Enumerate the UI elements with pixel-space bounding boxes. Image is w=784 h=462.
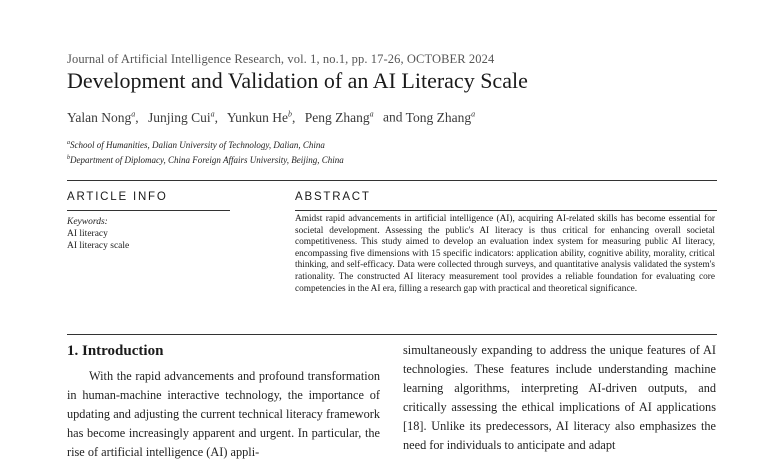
author-name: Peng Zhang$^a$ [304, 109, 374, 125]
body-column-left: With the rapid advancements and profound transformation in human-machine interactive technology, the importance of updating and adjusting the current technical literacy framework has become increasingly apparent and urgent. In particular, the rise of artificial intelligence (AI) appli- [67, 369, 380, 459]
abstract-heading: ABSTRACT [295, 191, 371, 203]
affiliation: $^b$Department of Diplomacy, China Foreign Affairs University, Beijing, China [67, 155, 344, 165]
author-name: Junjing Cui$^a$, [148, 109, 219, 125]
bottom-rule [67, 334, 717, 335]
keyword: AI literacy scale [67, 241, 130, 251]
author-name: Yunkun He$^b$, [226, 109, 296, 125]
article-info-heading: ARTICLE INFO [67, 191, 168, 203]
author-name: Yalan Nong$^a$, [67, 109, 139, 125]
abstract-text: Amidst rapid advancements in artificial intelligence (AI), acquiring AI-related skills has become essential for societal development. Assessing the public's AI literacy is thus critical for enhancing overall societal competitiveness. This study aimed to develop an evaluation index system for measuring public AI literacy, encompassing five dimensions with 15 specific indicators: application ability, cognitive ability, morality, critical thinking, and self-efficacy. Data were collected through surveys, and quantitative analysis validated the system's rationality. The constructed AI literacy measurement tool provides a reliable foundation for evaluating core competencies in the AI era, filling a research gap with practical and theoretical significance. [295, 214, 715, 294]
keyword: AI literacy [67, 229, 108, 239]
article-info-rule [67, 210, 230, 211]
keywords-label: Keywords: [67, 217, 108, 227]
affiliation: $^a$School of Humanities, Dalian University of Technology, Dalian, China [67, 140, 325, 150]
authors-conjunction: and [383, 109, 403, 125]
top-rule [67, 180, 717, 181]
introduction-heading: 1. Introduction [67, 343, 164, 359]
paper-title: Development and Validation of an AI Literacy Scale [67, 68, 528, 93]
author-name: Tong Zhang$^a$ [405, 109, 476, 125]
author-list [67, 109, 481, 126]
body-column-right: simultaneously expanding to address the unique features of AI technologies. These features include understanding machine learning algorithms, interpreting AI-driven outputs, and critically assessing the ethical implications of AI applications [18]. Unlike its predecessors, AI literacy also emphasizes the need for individuals to anticipate and adapt [403, 343, 716, 452]
journal-citation: Journal of Artificial Intelligence Research, vol. 1, no.1, pp. 17-26, OCTOBER 2024 [67, 52, 495, 66]
abstract-rule [295, 210, 717, 211]
